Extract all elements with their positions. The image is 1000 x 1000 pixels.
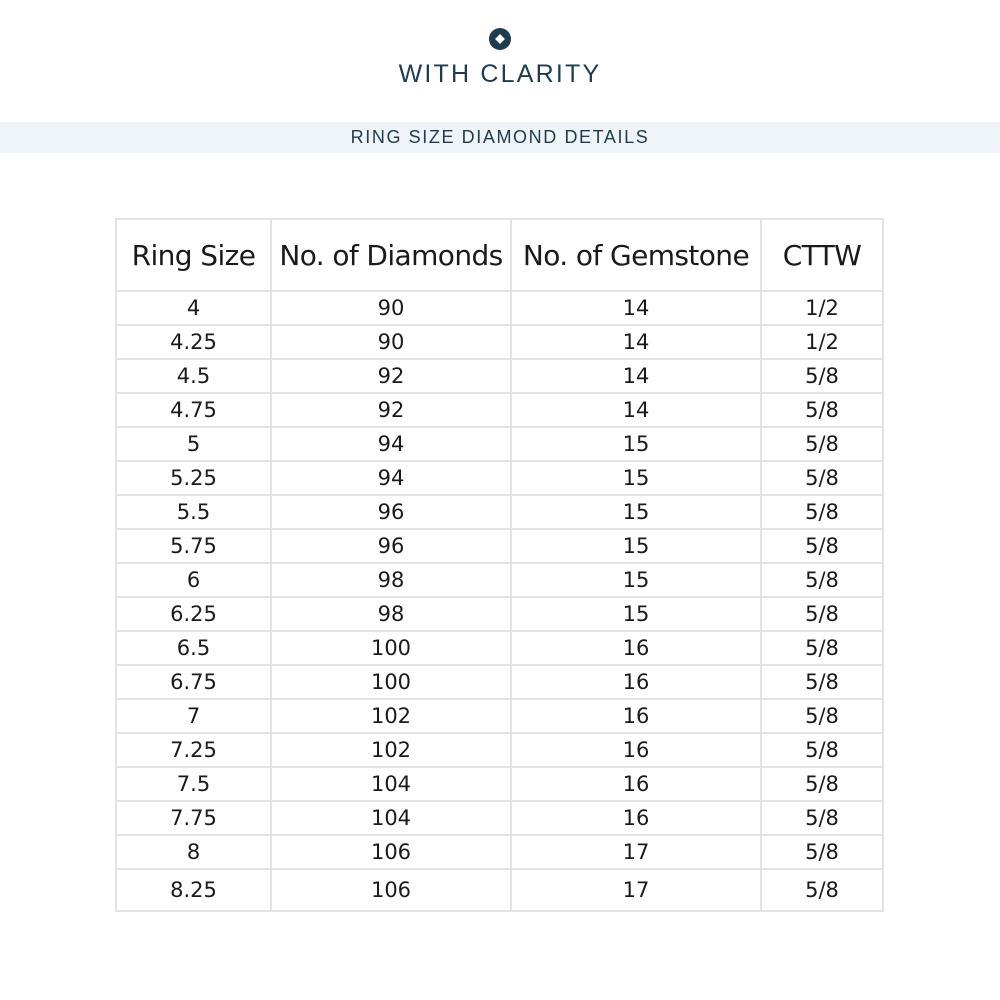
diamond-count-cell: 102	[271, 733, 511, 767]
diamond-count-cell: 96	[271, 495, 511, 529]
cttw-cell: 5/8	[761, 461, 883, 495]
gemstone-count-cell: 14	[511, 325, 761, 359]
gemstone-count-cell: 15	[511, 461, 761, 495]
diamond-count-cell: 102	[271, 699, 511, 733]
table-row	[116, 427, 883, 461]
ring-size-cell: 8.25	[116, 869, 271, 911]
cttw-cell: 5/8	[761, 427, 883, 461]
cttw-cell: 5/8	[761, 767, 883, 801]
table-row	[116, 461, 883, 495]
cttw-cell: 5/8	[761, 835, 883, 869]
ring-size-cell: 5	[116, 427, 271, 461]
table-row	[116, 325, 883, 359]
column-header-ring-size: Ring Size	[116, 219, 271, 291]
brand-name: WITH CLARITY	[398, 60, 602, 88]
gemstone-count-cell: 17	[511, 869, 761, 911]
ring-size-cell: 6.75	[116, 665, 271, 699]
column-header-gemstone: No. of Gemstone	[511, 219, 761, 291]
ring-size-cell: 4.25	[116, 325, 271, 359]
gemstone-count-cell: 16	[511, 631, 761, 665]
cttw-cell: 1/2	[761, 291, 883, 325]
diamond-count-cell: 94	[271, 427, 511, 461]
cttw-cell: 5/8	[761, 801, 883, 835]
cttw-cell: 5/8	[761, 359, 883, 393]
table-row	[116, 359, 883, 393]
gemstone-count-cell: 15	[511, 563, 761, 597]
gemstone-count-cell: 14	[511, 291, 761, 325]
table-row	[116, 869, 883, 911]
ring-size-cell: 5.75	[116, 529, 271, 563]
ring-size-cell: 6.25	[116, 597, 271, 631]
ring-size-cell: 7.5	[116, 767, 271, 801]
table-row	[116, 291, 883, 325]
ring-size-cell: 4.5	[116, 359, 271, 393]
cttw-cell: 5/8	[761, 597, 883, 631]
diamond-count-cell: 94	[271, 461, 511, 495]
table-row	[116, 699, 883, 733]
diamond-count-cell: 100	[271, 631, 511, 665]
table-row	[116, 801, 883, 835]
table-row	[116, 563, 883, 597]
cttw-cell: 5/8	[761, 529, 883, 563]
ring-size-cell: 6.5	[116, 631, 271, 665]
table-body	[116, 291, 883, 911]
column-header-diamonds: No. of Diamonds	[271, 219, 511, 291]
ring-size-cell: 5.5	[116, 495, 271, 529]
diamond-count-cell: 104	[271, 767, 511, 801]
diamond-count-cell: 104	[271, 801, 511, 835]
gemstone-count-cell: 16	[511, 665, 761, 699]
diamond-count-cell: 100	[271, 665, 511, 699]
gemstone-count-cell: 16	[511, 767, 761, 801]
table-row	[116, 733, 883, 767]
cttw-cell: 5/8	[761, 563, 883, 597]
ring-size-cell: 7.25	[116, 733, 271, 767]
section-banner	[0, 122, 1000, 153]
ring-size-cell: 8	[116, 835, 271, 869]
banner-title: RING SIZE DIAMOND DETAILS	[350, 127, 650, 147]
diamond-count-cell: 96	[271, 529, 511, 563]
table-row	[116, 665, 883, 699]
cttw-cell: 5/8	[761, 495, 883, 529]
cttw-cell: 5/8	[761, 869, 883, 911]
diamond-count-cell: 90	[271, 325, 511, 359]
ring-size-cell: 4.75	[116, 393, 271, 427]
diamond-count-cell: 106	[271, 835, 511, 869]
gemstone-count-cell: 14	[511, 393, 761, 427]
gemstone-count-cell: 16	[511, 733, 761, 767]
diamond-count-cell: 98	[271, 563, 511, 597]
diamond-count-cell: 90	[271, 291, 511, 325]
ring-size-cell: 4	[116, 291, 271, 325]
cttw-cell: 5/8	[761, 665, 883, 699]
cttw-cell: 5/8	[761, 699, 883, 733]
ring-size-cell: 7.75	[116, 801, 271, 835]
ring-size-cell: 5.25	[116, 461, 271, 495]
gemstone-count-cell: 15	[511, 529, 761, 563]
diamond-count-cell: 98	[271, 597, 511, 631]
diamond-count-cell: 92	[271, 359, 511, 393]
cttw-cell: 5/8	[761, 631, 883, 665]
gemstone-count-cell: 16	[511, 801, 761, 835]
table-row	[116, 393, 883, 427]
table-row	[116, 529, 883, 563]
cttw-cell: 5/8	[761, 733, 883, 767]
diamond-ring-logo-icon	[488, 27, 512, 51]
ring-size-table	[115, 218, 884, 912]
gemstone-count-cell: 17	[511, 835, 761, 869]
table-row	[116, 835, 883, 869]
table-row	[116, 631, 883, 665]
gemstone-count-cell: 16	[511, 699, 761, 733]
table-row	[116, 597, 883, 631]
column-header-cttw: CTTW	[761, 219, 883, 291]
diamond-count-cell: 92	[271, 393, 511, 427]
table-row	[116, 767, 883, 801]
cttw-cell: 5/8	[761, 393, 883, 427]
gemstone-count-cell: 15	[511, 597, 761, 631]
gemstone-count-cell: 14	[511, 359, 761, 393]
table-header-row	[116, 219, 883, 291]
cttw-cell: 1/2	[761, 325, 883, 359]
diamond-count-cell: 106	[271, 869, 511, 911]
ring-size-cell: 7	[116, 699, 271, 733]
table-row	[116, 495, 883, 529]
ring-size-cell: 6	[116, 563, 271, 597]
gemstone-count-cell: 15	[511, 495, 761, 529]
gemstone-count-cell: 15	[511, 427, 761, 461]
